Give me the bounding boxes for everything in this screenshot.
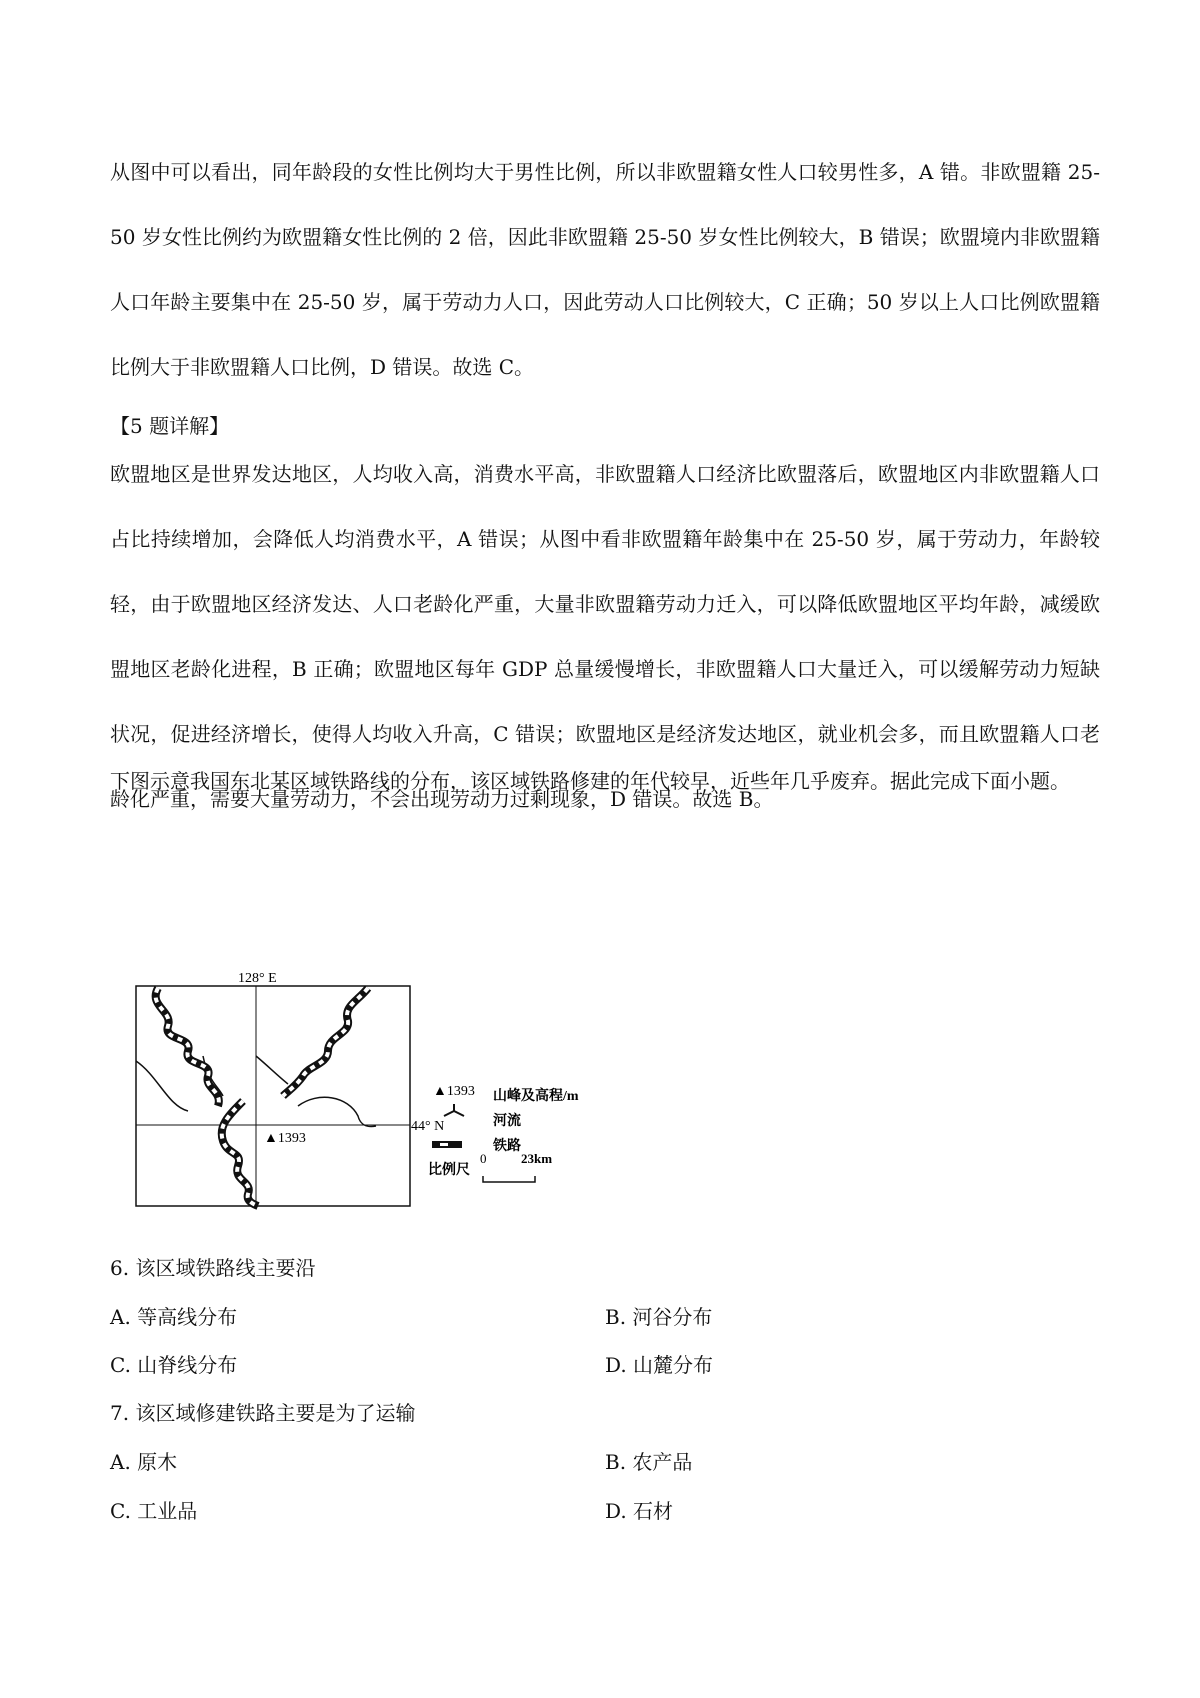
explanation-q5: 欧盟地区是世界发达地区，人均收入高，消费水平高，非欧盟籍人口经济比欧盟落后，欧盟地区内非欧盟籍人口占比持续增加，会降低人均消费水平，A 错误；从图中看非欧盟籍年龄集中在 25-50 岁，属于劳动力，年龄较轻，由于欧盟地区经济发达、人口老龄化严重，大量非欧盟籍劳动力迁入，可以降低欧盟地区平均年龄，减缓欧盟地区老龄化进程，B 正确；欧盟地区每年 GDP 总量缓慢增长，非欧盟籍人口大量迁入，可以缓解劳动力短缺状况，促进经济增长，使得人均收入升高，C 错误；欧盟地区是经济发达地区，就业机会多，而且欧盟籍人口老龄化严重，需要大量劳动力，不会出现劳动力过剩现象，D 错误。故选 B。 [110, 462, 1100, 811]
railway-map [128, 966, 628, 1216]
map-frame [136, 986, 410, 1206]
legend-rail-text: 铁路 [493, 1139, 521, 1154]
legend-peak-text: 山峰及高程/m [493, 1089, 579, 1104]
legend-scale-zero: 0 [480, 1151, 487, 1166]
river-center [256, 1056, 288, 1084]
question-intro: 下图示意我国东北某区域铁路线的分布，该区域铁路修建的年代较早，近些年几乎废弃。据此完成下面小题。 [110, 769, 1070, 793]
lat-label: 44° N [411, 1119, 445, 1134]
q7-option-b[interactable]: B. 农产品 [605, 1450, 693, 1474]
q6-option-c[interactable]: C. 山脊线分布 [110, 1353, 238, 1377]
legend-scale-text: 比例尺 [428, 1163, 470, 1178]
q6-option-a[interactable]: A. 等高线分布 [110, 1305, 238, 1329]
river-east [298, 1097, 376, 1126]
railway-ne [283, 988, 368, 1096]
river-west [136, 1061, 188, 1111]
q7-option-a[interactable]: A. 原木 [110, 1450, 178, 1474]
peak-label: ▲1393 [264, 1131, 306, 1146]
section-tag-q5: 【5 题详解】 [110, 414, 230, 438]
question-7-stem: 7. 该区域修建铁路主要是为了运输 [110, 1401, 416, 1425]
legend-scale-bar [483, 1176, 535, 1182]
legend-peak-symbol: ▲1393 [433, 1084, 475, 1099]
explanation-q4: 从图中可以看出，同年龄段的女性比例均大于男性比例，所以非欧盟籍女性人口较男性多，A 错。非欧盟籍 25-50 岁女性比例约为欧盟籍女性比例的 2 倍，因此非欧盟籍 25-50 岁女性比例较大，B 错误；欧盟境内非欧盟籍人口年龄主要集中在 25-50 岁，属于劳动力人口，因此劳动人口比例较大，C 正确；50 岁以上人口比例欧盟籍比例大于非欧盟籍人口比例，D 错误。故选 C。 [110, 160, 1100, 379]
q6-option-d[interactable]: D. 山麓分布 [605, 1353, 714, 1377]
lon-label: 128° E [238, 971, 277, 986]
map-legend [428, 1084, 579, 1182]
legend-river-symbol [444, 1104, 464, 1116]
q6-option-b[interactable]: B. 河谷分布 [605, 1305, 713, 1329]
q7-option-d[interactable]: D. 石材 [605, 1499, 674, 1523]
legend-river-text: 河流 [493, 1114, 521, 1129]
question-6-stem: 6. 该区域铁路线主要沿 [110, 1256, 316, 1280]
legend-scale-value: 23km [521, 1151, 553, 1166]
q7-option-c[interactable]: C. 工业品 [110, 1499, 198, 1523]
